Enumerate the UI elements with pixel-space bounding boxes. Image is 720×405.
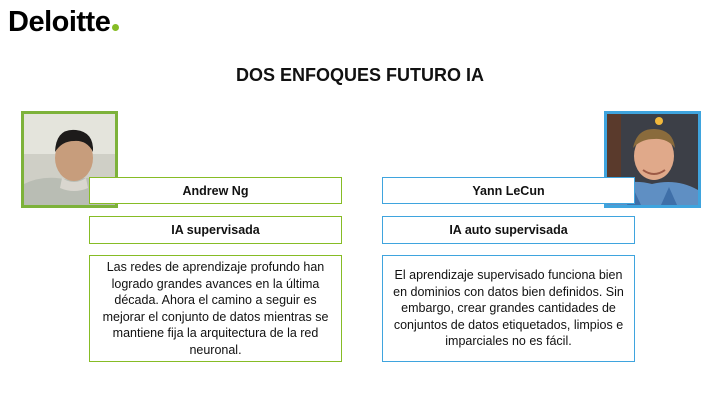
logo-text: Deloitte xyxy=(8,6,111,38)
yann-lecun-name-box xyxy=(382,177,635,204)
yann-lecun-description: El aprendizaje supervisado funciona bien en dominios con datos bien definidos. Sin embargo, crear grandes cantidades de conjuntos de datos etiquetados, limpios e imparciales no es fácil. xyxy=(393,268,624,349)
yann-lecun-description-box xyxy=(382,255,635,362)
self-supervised-ai-label: IA auto supervisada xyxy=(449,223,568,237)
andrew-ng-description: Las redes de aprendizaje profundo han logrado grandes avances en la última década. Ahora el camino a seguir es mejorar el conjunto de datos mientras se mantiene fija la arquitectura de la red neuronal. xyxy=(102,260,329,357)
logo-dot-icon xyxy=(112,24,119,31)
andrew-ng-description-box xyxy=(89,255,342,362)
yann-lecun-name: Yann LeCun xyxy=(472,183,545,198)
andrew-ng-name-box xyxy=(89,177,342,204)
andrew-ng-name: Andrew Ng xyxy=(182,183,249,198)
supervised-ai-label: IA supervisada xyxy=(171,223,260,237)
supervised-ai-box xyxy=(89,216,342,244)
self-supervised-ai-box xyxy=(382,216,635,244)
slide-title: DOS ENFOQUES FUTURO IA xyxy=(235,65,484,85)
deloitte-logo xyxy=(8,6,119,39)
